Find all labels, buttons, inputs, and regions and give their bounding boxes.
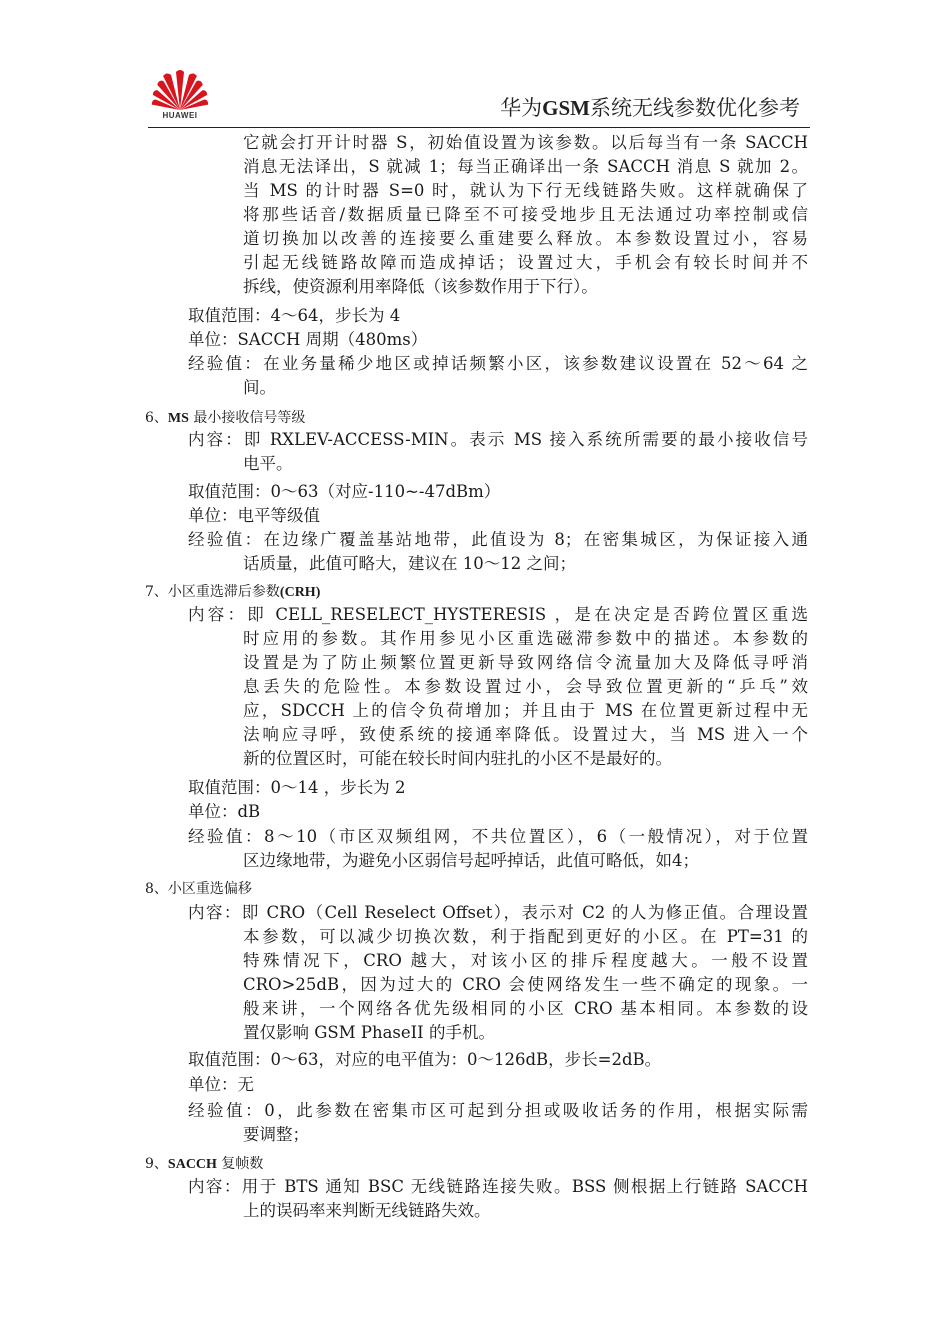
section-7-experience: 经验值：8～10（市区双频组网，不共位置区），6（一般情况），对于位置	[188, 827, 808, 846]
section-6-unit: 单位：电平等级值	[188, 506, 320, 525]
section-6-heading: 6、MS 最小接收信号等级	[145, 410, 306, 426]
section-8-content-cont: CRO>25dB，因为过大的 CRO 会使网络发生一些不确定的现象。一	[243, 975, 808, 994]
section-8-content-cont: 本参数，可以减少切换次数，利于指配到更好的小区。在 PT=31 的	[243, 927, 808, 946]
section-6-experience: 经验值：在边缘广覆盖基站地带，此值设为 8；在密集城区，为保证接入通	[188, 530, 808, 549]
section-7-range: 取值范围：0～14 ，步长为 2	[188, 778, 406, 797]
logo-text: HUAWEI	[162, 111, 198, 120]
unit: 单位：SACCH 周期（480ms）	[188, 330, 428, 349]
section-6-range: 取值范围：0～63（对应-110~-47dBm）	[188, 482, 501, 501]
section-8-range: 取值范围：0～63，对应的电平值为：0～126dB，步长=2dB。	[188, 1050, 662, 1069]
paragraph-line: 当 MS 的计时器 S=0 时，就认为下行无线链路失败。这样就确保了	[243, 181, 808, 200]
paragraph-line: 消息无法译出，S 就减 1；每当正确译出一条 SACCH 消息 S 就加 2。	[243, 157, 808, 176]
section-7-content: 内容：即 CELL_RESELECT_HYSTERESIS ，是在决定是否跨位置区重选	[188, 605, 808, 624]
section-7-content-cont: 时应用的参数。其作用参见小区重选磁滞参数中的描述。本参数的	[243, 629, 808, 648]
experience-value-cont: 间。	[243, 378, 276, 397]
section-8-experience-cont: 要调整；	[243, 1125, 309, 1144]
experience-value: 经验值：在业务量稀少地区或掉话频繁小区，该参数建议设置在 52～64 之	[188, 354, 808, 373]
section-7-content-cont: 息丢失的危险性。本参数设置过小，会导致位置更新的“乒乓”效	[243, 677, 808, 696]
value-range: 取值范围：4～64，步长为 4	[188, 306, 401, 325]
section-9-content: 内容：用于 BTS 通知 BSC 无线链路连接失败。BSS 侧根据上行链路 SACCH	[188, 1177, 808, 1196]
section-6-experience-cont: 话质量，此值可略大，建议在 10～12 之间；	[243, 554, 576, 573]
section-8-content-cont: 般来讲，一个网络各优先级相同的小区 CRO 基本相同。本参数的设	[243, 999, 808, 1018]
section-6-content: 内容：即 RXLEV-ACCESS-MIN。表示 MS 接入系统所需要的最小接收信号	[188, 430, 808, 449]
section-7-heading: 7、小区重选滞后参数(CRH)	[145, 584, 321, 600]
section-6-content-cont: 电平。	[243, 454, 293, 473]
paragraph-line: 道切换加以改善的连接要么重建要么释放。本参数设置过小，容易	[243, 229, 808, 248]
section-7-unit: 单位：dB	[188, 802, 261, 821]
section-8-content-cont: 特殊情况下，CRO 越大，对该小区的排斥程度越大。一般不设置	[243, 951, 808, 970]
section-8-unit: 单位：无	[188, 1075, 254, 1094]
section-7-content-cont: 法响应寻呼，致使系统的接通率降低。设置过大，当 MS 进入一个	[243, 725, 808, 744]
section-8-content: 内容：即 CRO（Cell Reselect Offset），表示对 C2 的人为修正值。合理设置	[188, 903, 808, 922]
section-7-experience-cont: 区边缘地带，为避免小区弱信号起呼掉话，此值可略低，如4；	[243, 851, 699, 870]
section-9-heading: 9、SACCH 复帧数	[145, 1156, 264, 1172]
section-7-content-cont: 设置是为了防止频繁位置更新导致网络信令流量加大及降低寻呼消	[243, 653, 808, 672]
section-7-content-cont: 应，SDCCH 上的信令负荷增加；并且由于 MS 在位置更新过程中无	[243, 701, 808, 720]
document-header-title: 华为GSM系统无线参数优化参考	[500, 96, 800, 120]
paragraph-line: 拆线，使资源利用率降低（该参数作用于下行）。	[243, 277, 598, 296]
section-8-heading: 8、小区重选偏移	[145, 881, 252, 897]
paragraph-line: 它就会打开计时器 S，初始值设置为该参数。以后每当有一条 SACCH	[243, 133, 808, 152]
section-8-content-cont: 置仅影响 GSM PhaseII 的手机。	[243, 1023, 495, 1042]
section-7-content-cont: 新的位置区时，可能在较长时间内驻扎的小区不是最好的。	[243, 749, 672, 768]
section-8-experience: 经验值：0，此参数在密集市区可起到分担或吸收话务的作用，根据实际需	[188, 1101, 808, 1120]
section-9-content-cont: 上的误码率来判断无线链路失效。	[243, 1201, 491, 1220]
paragraph-line: 将那些话音/数据质量已降至不可接受地步且无法通过功率控制或信	[243, 205, 808, 224]
paragraph-line: 引起无线链路故障而造成掉话；设置过大，手机会有较长时间并不	[243, 253, 808, 272]
